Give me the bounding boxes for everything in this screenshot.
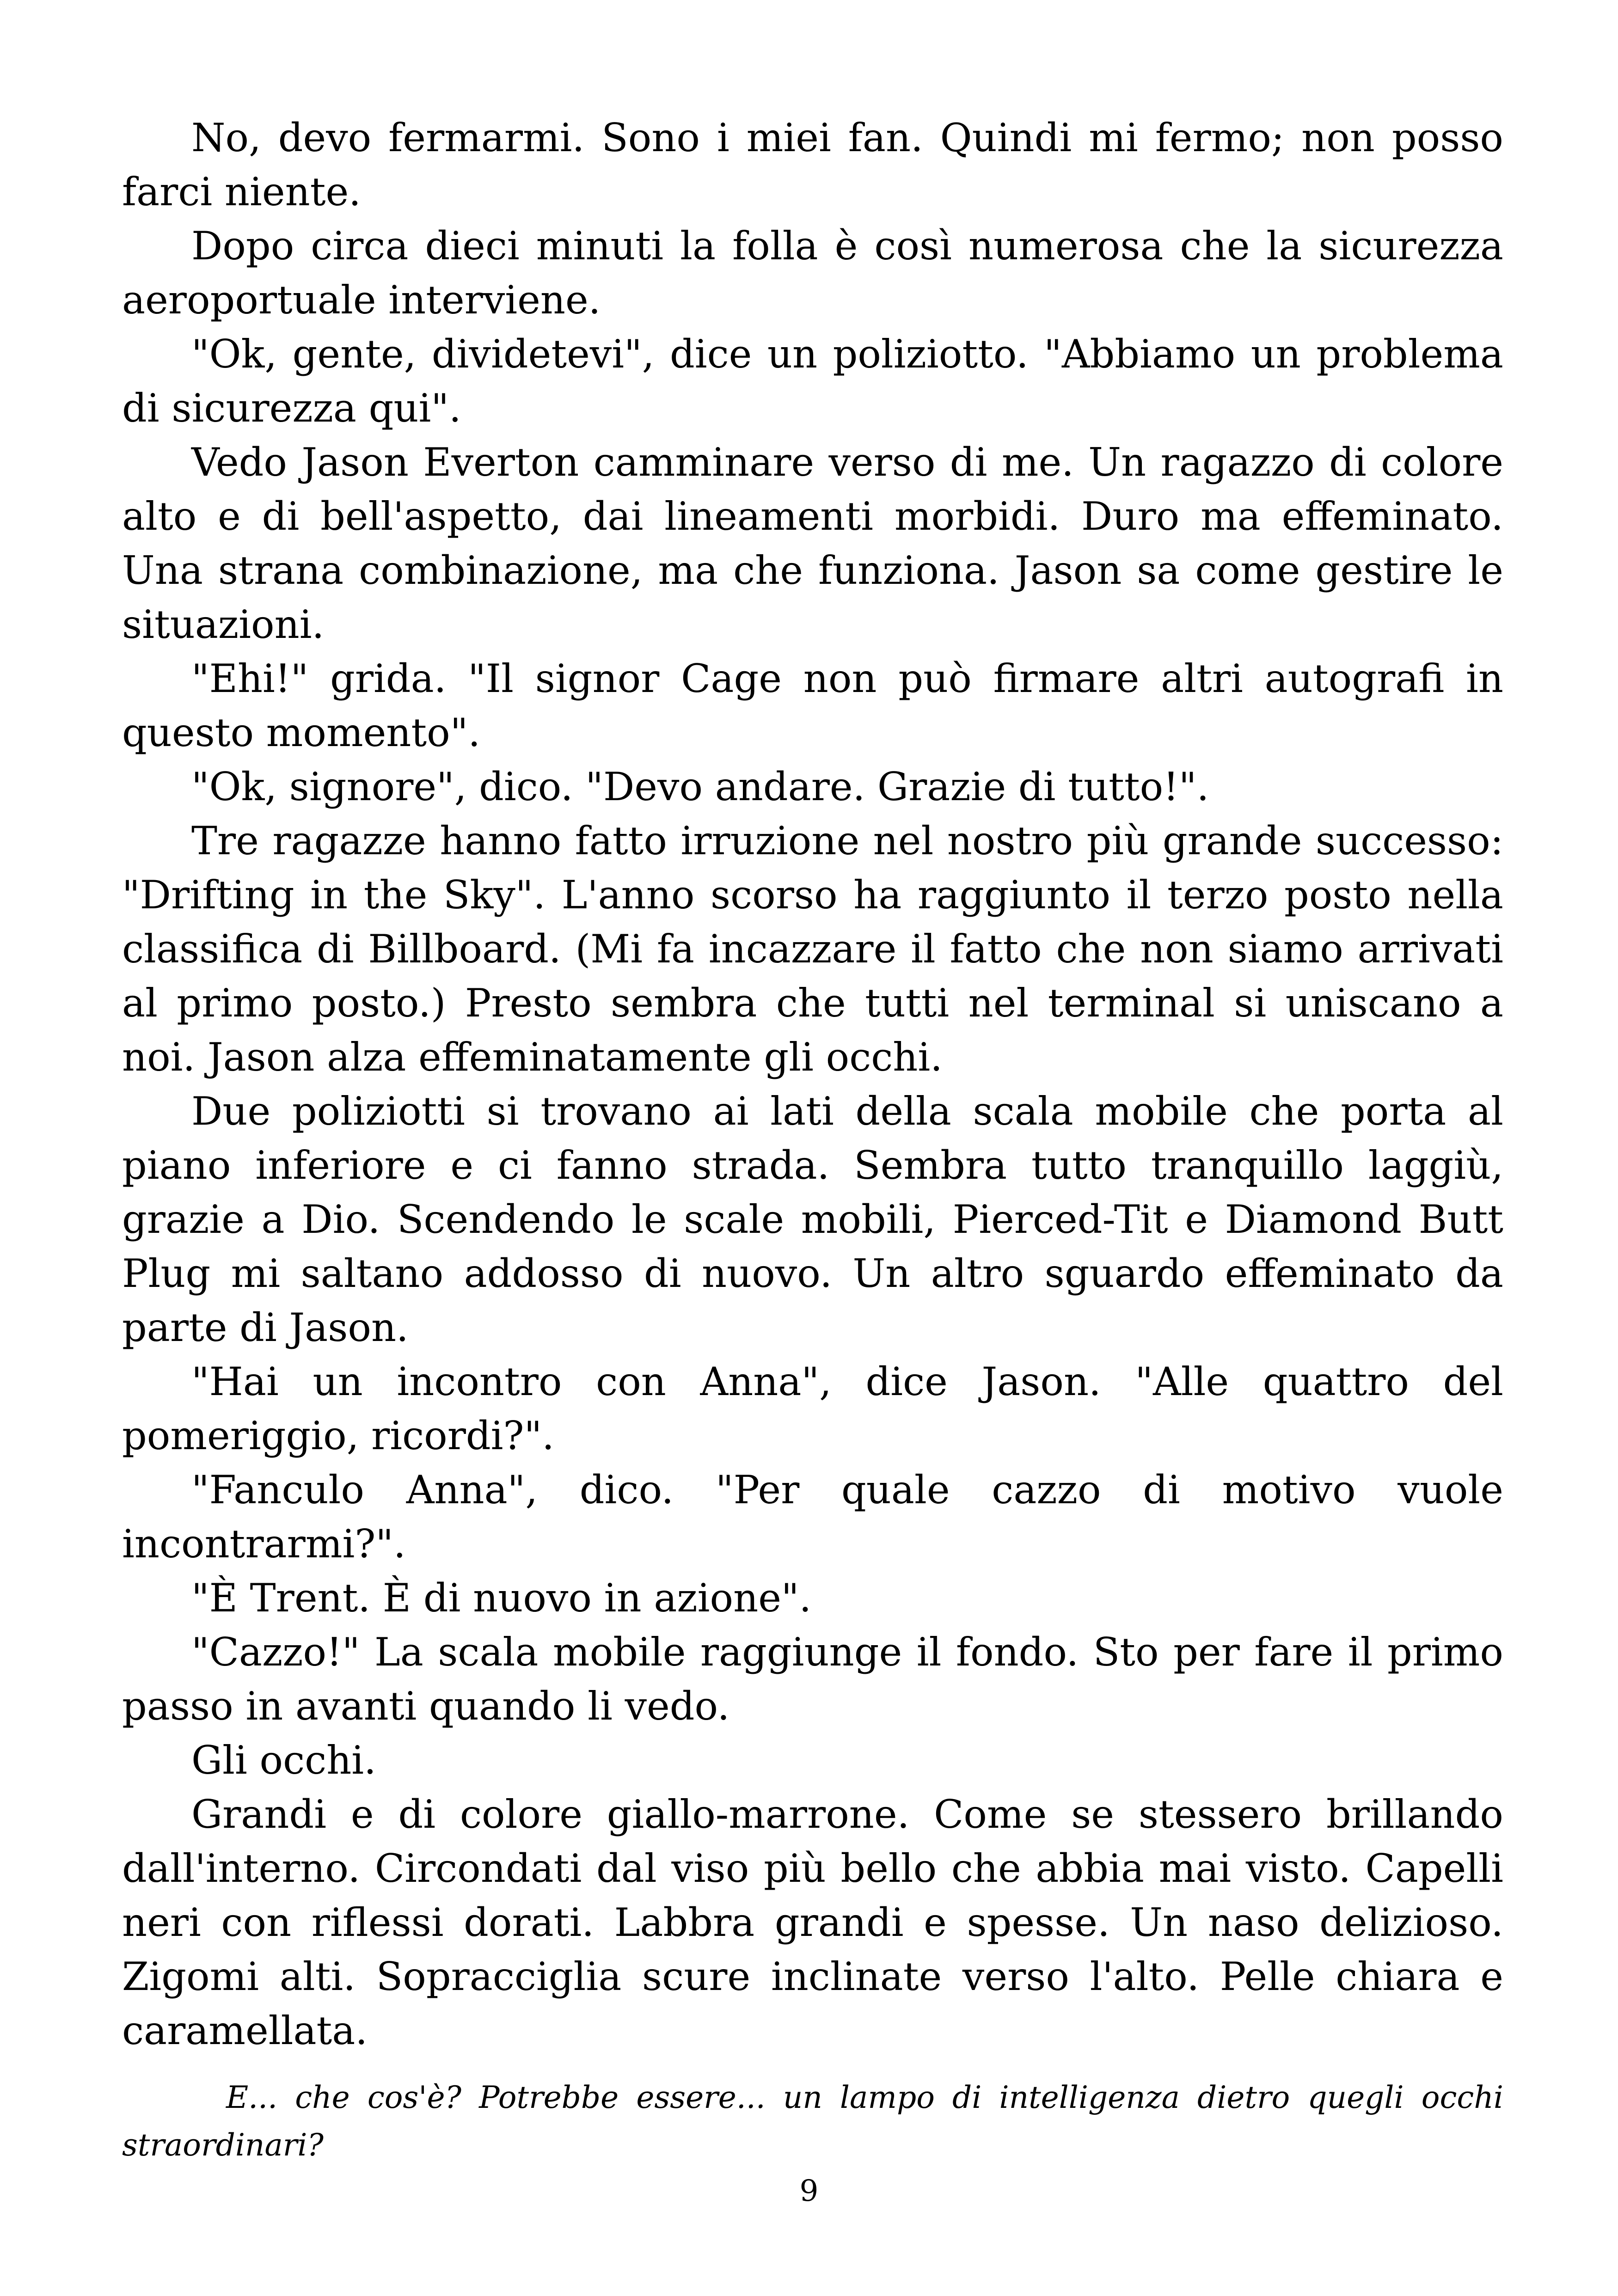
- paragraph-5: "Ehi!" grida. "Il signor Cage non può firmare altri autografi in questo momento".: [122, 656, 1503, 755]
- paragraph-8: Due poliziotti si trovano ai lati della scala mobile che porta al piano inferiore e ci fanno strada. Sembra tutto tranquillo laggiù, grazie a Dio. Scendendo le scale mobili, Pierced-Tit e Diamond Butt Plug mi saltano addosso di nuovo. Un altro sguardo effeminato da parte di Jason.: [122, 1089, 1503, 1350]
- italic-thought-paragraph: E... che cos'è? Potrebbe essere... un lampo di intelligenza dietro quegli occhi straordinari?: [122, 2080, 1503, 2163]
- paragraph-11: "È Trent. È di nuovo in azione".: [191, 1575, 812, 1621]
- paragraph-13: Gli occhi.: [191, 1738, 376, 1783]
- paragraph-4: Vedo Jason Everton camminare verso di me. Un ragazzo di colore alto e di bell'aspetto, dai lineamenti morbidi. Duro ma effeminato. Una strana combinazione, ma che funziona. Jason sa come gestire le situazioni.: [122, 440, 1503, 647]
- paragraph-10: "Fanculo Anna", dico. "Per quale cazzo di motivo vuole incontrarmi?".: [122, 1467, 1503, 1567]
- page-body: [122, 111, 1503, 2169]
- paragraph-12: "Cazzo!" La scala mobile raggiunge il fondo. Sto per fare il primo passo in avanti quando li vedo.: [122, 1629, 1503, 1729]
- paragraph-14: Grandi e di colore giallo-marrone. Come se stessero brillando dall'interno. Circondati dal viso più bello che abbia mai visto. Capelli neri con riflessi dorati. Labbra grandi e spesse. Un naso delizioso. Zigomi alti. Sopracciglia scure inclinate verso l'alto. Pelle chiara e caramellata.: [122, 1792, 1503, 2053]
- paragraph-1: No, devo fermarmi. Sono i miei fan. Quindi mi fermo; non posso farci niente.: [122, 115, 1503, 214]
- paragraph-6: "Ok, signore", dico. "Devo andare. Grazie di tutto!".: [191, 764, 1209, 809]
- paragraph-2: Dopo circa dieci minuti la folla è così numerosa che la sicurezza aeroportuale interviene.: [122, 223, 1503, 323]
- paragraph-3: "Ok, gente, dividetevi", dice un poliziotto. "Abbiamo un problema di sicurezza qui".: [122, 331, 1503, 431]
- paragraph-9: "Hai un incontro con Anna", dice Jason. "Alle quattro del pomeriggio, ricordi?".: [122, 1359, 1503, 1458]
- page-number: 9: [799, 2174, 819, 2208]
- paragraph-7: Tre ragazze hanno fatto irruzione nel nostro più grande successo: "Drifting in the Sky". L'anno scorso ha raggiunto il terzo posto nella classifica di Billboard. (Mi fa incazzare il fatto che non siamo arrivati al primo posto.) Presto sembra che tutti nel terminal si uniscano a noi. Jason alza effeminatamente gli occhi.: [122, 818, 1503, 1080]
